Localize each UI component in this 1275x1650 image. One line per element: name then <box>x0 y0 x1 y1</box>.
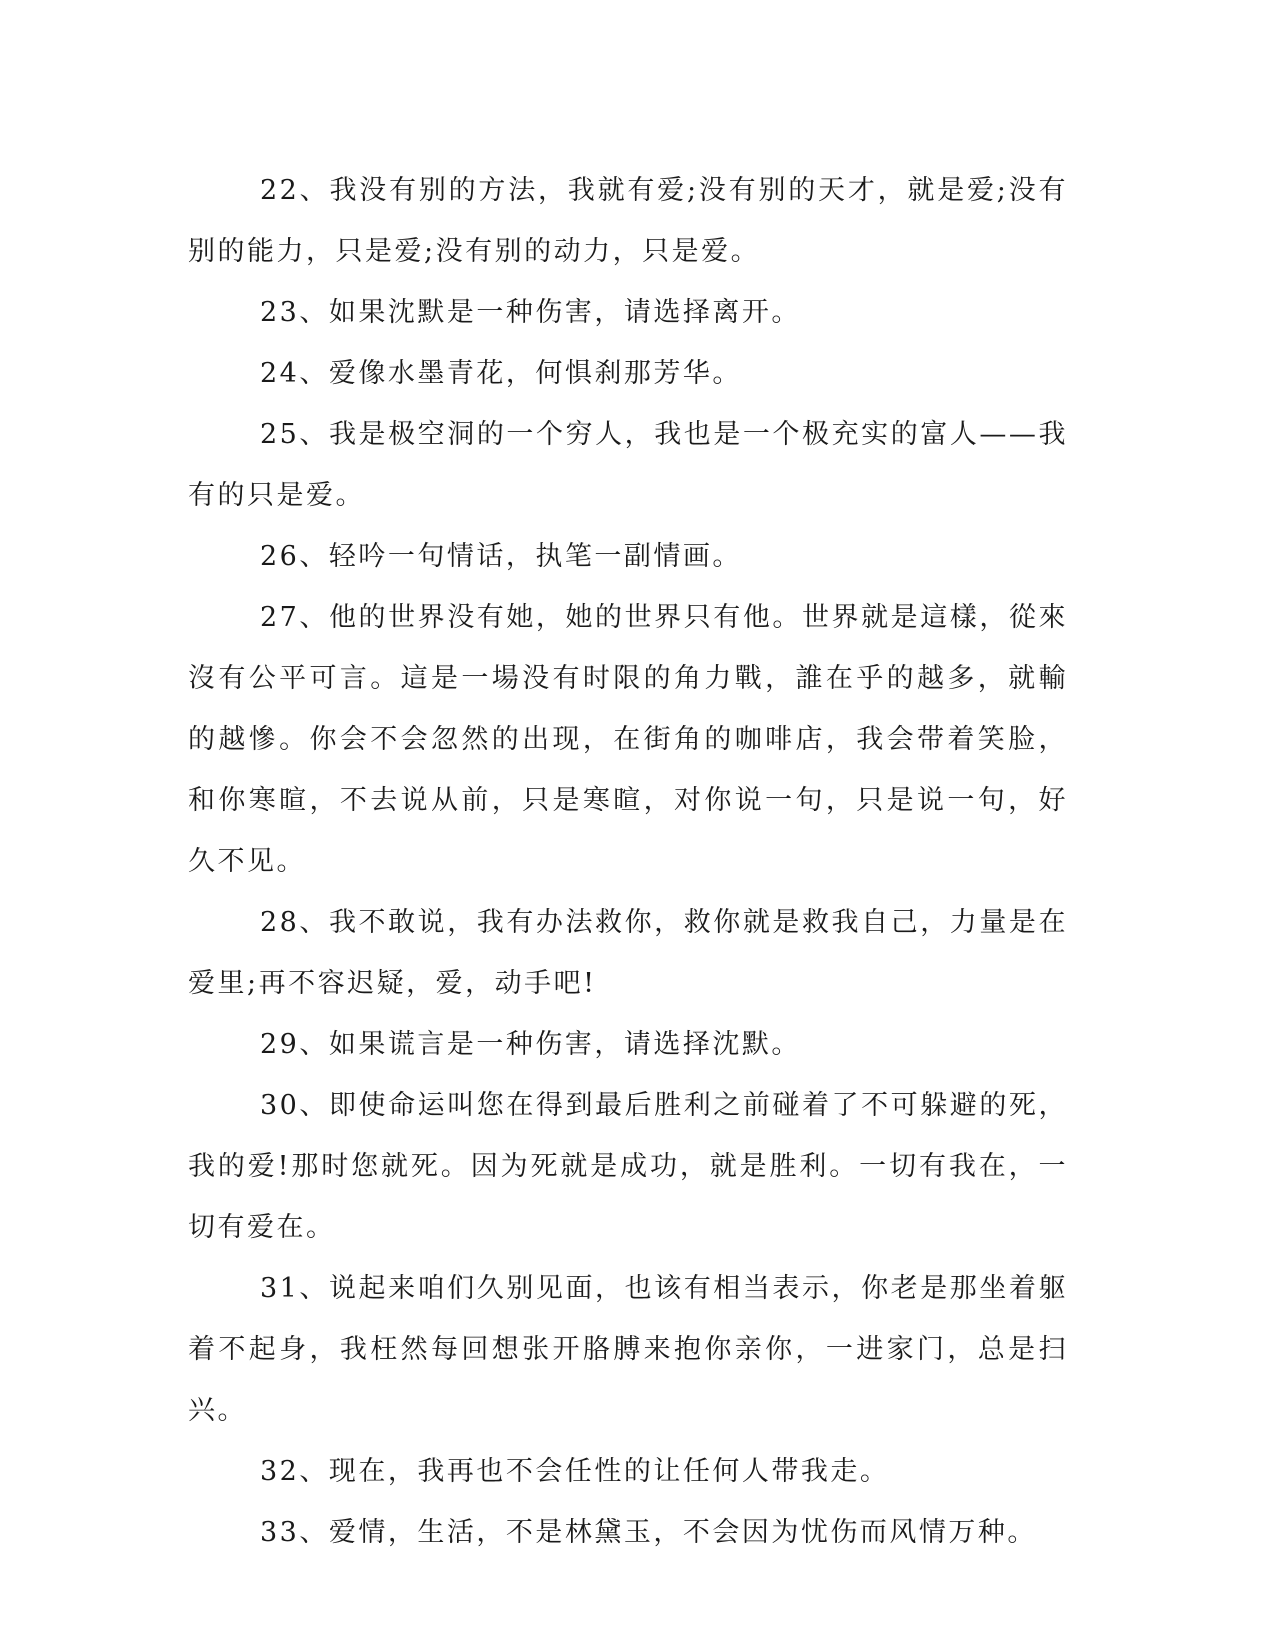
paragraph-23: 23、如果沈默是一种伤害，请选择离开。 <box>260 297 801 328</box>
paragraph-30: 30、即使命运叫您在得到最后胜利之前碰着了不可躲避的死，我的爱!那时您就死。因为死就是成功，就是胜利。一切有我在，一切有爱在。 <box>188 1090 1068 1243</box>
paragraph-26: 26、轻吟一句情话，执笔一副情画。 <box>260 541 742 572</box>
paragraph-32: 32、现在，我再也不会任性的让任何人带我走。 <box>260 1456 890 1487</box>
paragraph-28: 28、我不敢说，我有办法救你，救你就是救我自己，力量是在爱里;再不容迟疑，爱，动手吧! <box>188 907 1068 999</box>
paragraph-29: 29、如果谎言是一种伤害，请选择沈默。 <box>260 1029 801 1060</box>
paragraph-31: 31、说起来咱们久别见面，也该有相当表示，你老是那坐着躯着不起身，我枉然每回想张开胳膊来抱你亲你，一进家门，总是扫兴。 <box>188 1273 1068 1426</box>
paragraph-33: 33、爱情，生活，不是林黛玉，不会因为忧伤而风情万种。 <box>260 1517 1037 1548</box>
paragraph-25: 25、我是极空洞的一个穷人，我也是一个极充实的富人——我有的只是爱。 <box>188 419 1068 511</box>
paragraph-22: 22、我没有别的方法，我就有爱;没有别的天才，就是爱;没有别的能力，只是爱;没有别的动力，只是爱。 <box>188 175 1068 267</box>
paragraph-27: 27、他的世界没有她，她的世界只有他。世界就是這樣，從來沒有公平可言。這是一場没有时限的角力戰，誰在乎的越多，就輸的越慘。你会不会忽然的出现，在街角的咖啡店，我会带着笑脸，和你寒暄，不去说从前，只是寒暄，对你说一句，只是说一句，好久不见。 <box>188 602 1068 877</box>
document-body <box>188 160 1068 1563</box>
paragraph-24: 24、爱像水墨青花，何惧刹那芳华。 <box>260 358 742 389</box>
